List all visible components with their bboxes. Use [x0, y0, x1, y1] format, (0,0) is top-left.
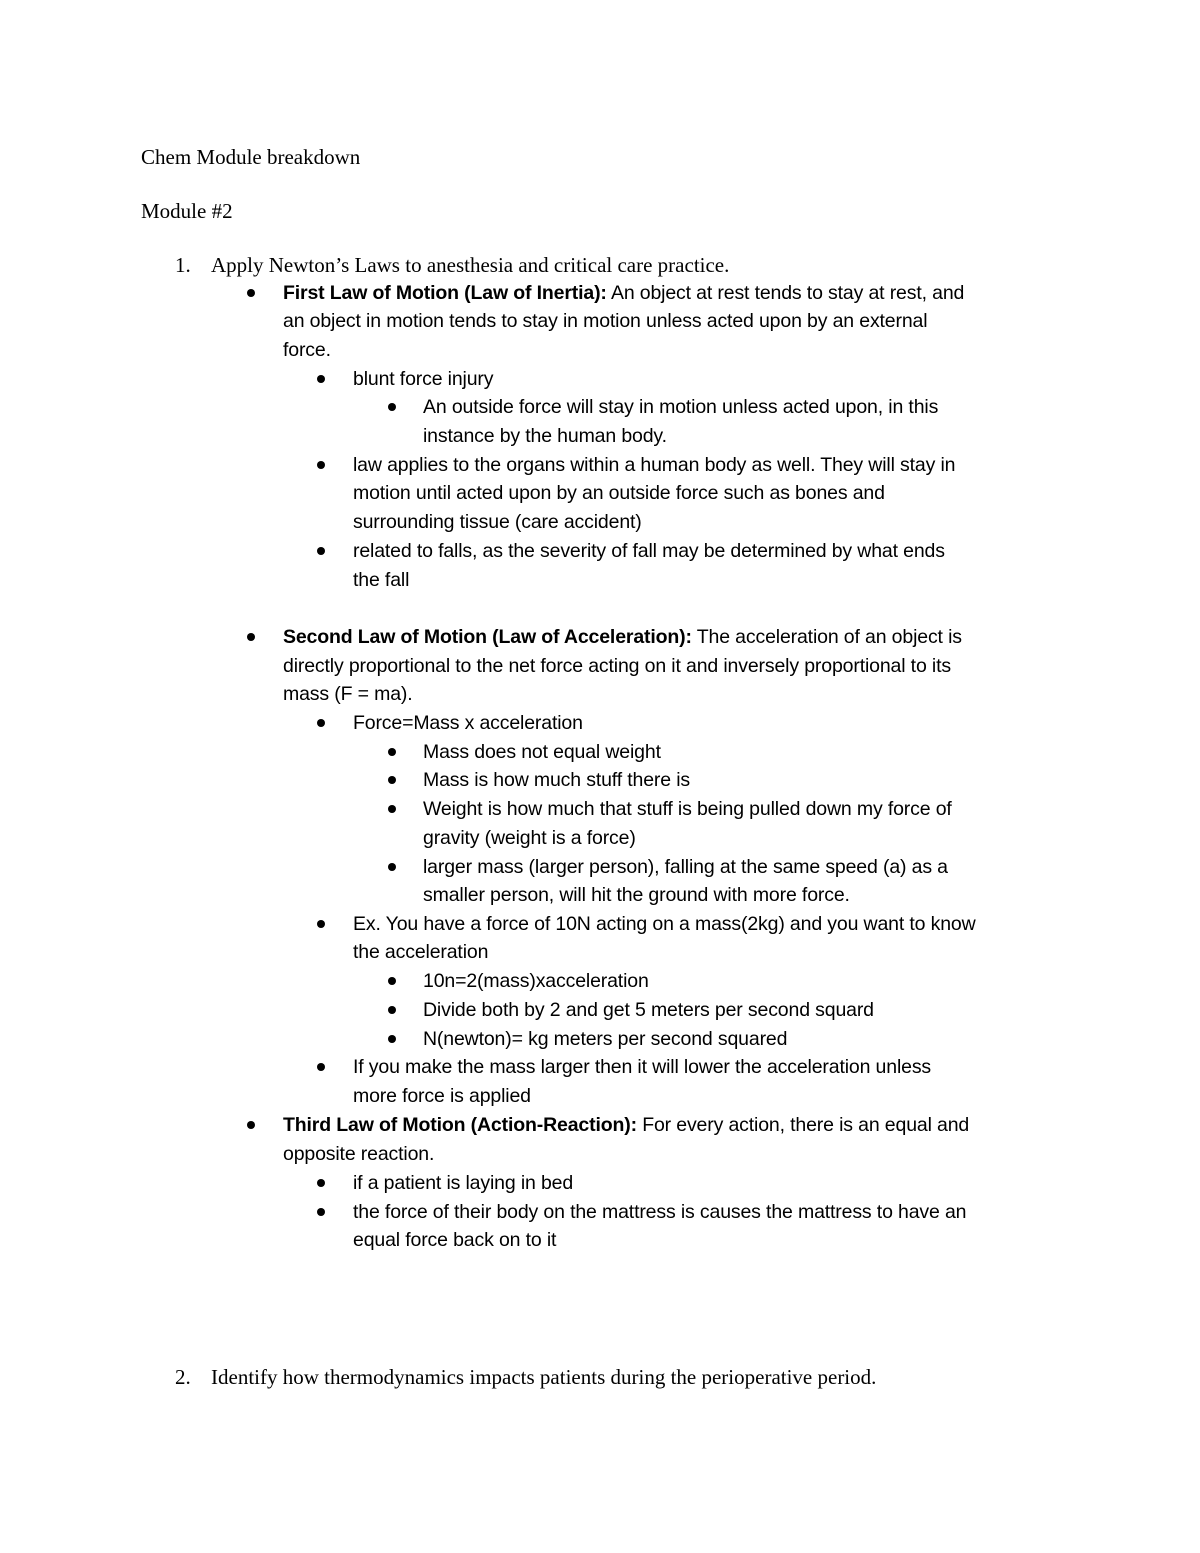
bullet-icon: [388, 776, 396, 784]
bullet-icon: [317, 1179, 325, 1187]
bullet-icon: [388, 748, 396, 756]
bullet-icon: [317, 719, 325, 727]
item-number: 1.: [175, 253, 191, 277]
subpoint-text: larger mass (larger person), falling at the same speed (a) as a: [423, 856, 948, 878]
subpoint-text: 10n=2(mass)xacceleration: [423, 970, 649, 992]
point-text: if a patient is laying in bed: [353, 1172, 574, 1194]
document-title: Chem Module breakdown: [141, 145, 361, 169]
point-text: the force of their body on the mattress is causes the mattress to have an: [353, 1201, 967, 1223]
item-text: Apply Newton’s Laws to anesthesia and critical care practice.: [211, 253, 730, 277]
point-text: If you make the mass larger then it will lower the acceleration unless: [353, 1056, 932, 1078]
point-text: more force is applied: [353, 1085, 531, 1107]
law-heading: [283, 279, 964, 307]
law-label: First Law of Motion (Law of Inertia):: [283, 282, 607, 304]
bullet-icon: [317, 461, 325, 469]
point-text: related to falls, as the severity of fall may be determined by what ends: [353, 540, 945, 562]
point-text: blunt force injury: [353, 368, 494, 390]
bullet-icon: [317, 1063, 325, 1071]
point-text: equal force back on to it: [353, 1229, 557, 1251]
point-text: the acceleration: [353, 941, 489, 963]
subpoint-text: N(newton)= kg meters per second squared: [423, 1028, 788, 1050]
bullet-icon: [247, 1121, 255, 1129]
law-description: mass (F = ma).: [283, 683, 413, 705]
bullet-icon: [247, 633, 255, 641]
law-label: Second Law of Motion (Law of Acceleration):: [283, 626, 692, 648]
bullet-icon: [388, 863, 396, 871]
point-text: Ex. You have a force of 10N acting on a mass(2kg) and you want to know: [353, 913, 976, 935]
bullet-icon: [317, 1208, 325, 1216]
bullet-icon: [317, 375, 325, 383]
bullet-icon: [388, 977, 396, 985]
law-description: an object in motion tends to stay in motion unless acted upon by an external: [283, 310, 928, 332]
item-number: 2.: [175, 1365, 191, 1389]
point-text: motion until acted upon by an outside force such as bones and: [353, 482, 885, 504]
subpoint-text: An outside force will stay in motion unless acted upon, in this: [423, 396, 939, 418]
law-description: An object at rest tends to stay at rest, and: [606, 282, 965, 304]
bullet-icon: [388, 805, 396, 813]
subpoint-text: instance by the human body.: [423, 425, 667, 447]
bullet-icon: [317, 920, 325, 928]
subpoint-text: Weight is how much that stuff is being pulled down my force of: [423, 798, 952, 820]
bullet-icon: [247, 289, 255, 297]
law-description: opposite reaction.: [283, 1143, 435, 1165]
point-text: Force=Mass x acceleration: [353, 712, 583, 734]
law-description: force.: [283, 339, 331, 361]
bullet-icon: [388, 1035, 396, 1043]
bullet-icon: [317, 547, 325, 555]
law-heading: [283, 623, 962, 651]
law-description: directly proportional to the net force acting on it and inversely proportional to its: [283, 655, 951, 677]
law-description: For every action, there is an equal and: [636, 1114, 970, 1136]
point-text: surrounding tissue (care accident): [353, 511, 642, 533]
bullet-icon: [388, 403, 396, 411]
law-label: Third Law of Motion (Action-Reaction):: [283, 1114, 637, 1136]
module-heading: Module #2: [141, 199, 233, 223]
point-text: law applies to the organs within a human body as well. They will stay in: [353, 454, 956, 476]
subpoint-text: Divide both by 2 and get 5 meters per second squard: [423, 999, 874, 1021]
item-text: Identify how thermodynamics impacts patients during the perioperative period.: [211, 1365, 877, 1389]
point-text: the fall: [353, 569, 410, 591]
law-heading: [283, 1111, 969, 1139]
subpoint-text: gravity (weight is a force): [423, 827, 636, 849]
subpoint-text: Mass does not equal weight: [423, 741, 661, 763]
subpoint-text: Mass is how much stuff there is: [423, 769, 691, 791]
subpoint-text: smaller person, will hit the ground with more force.: [423, 884, 850, 906]
law-description: The acceleration of an object is: [691, 626, 962, 648]
bullet-icon: [388, 1006, 396, 1014]
